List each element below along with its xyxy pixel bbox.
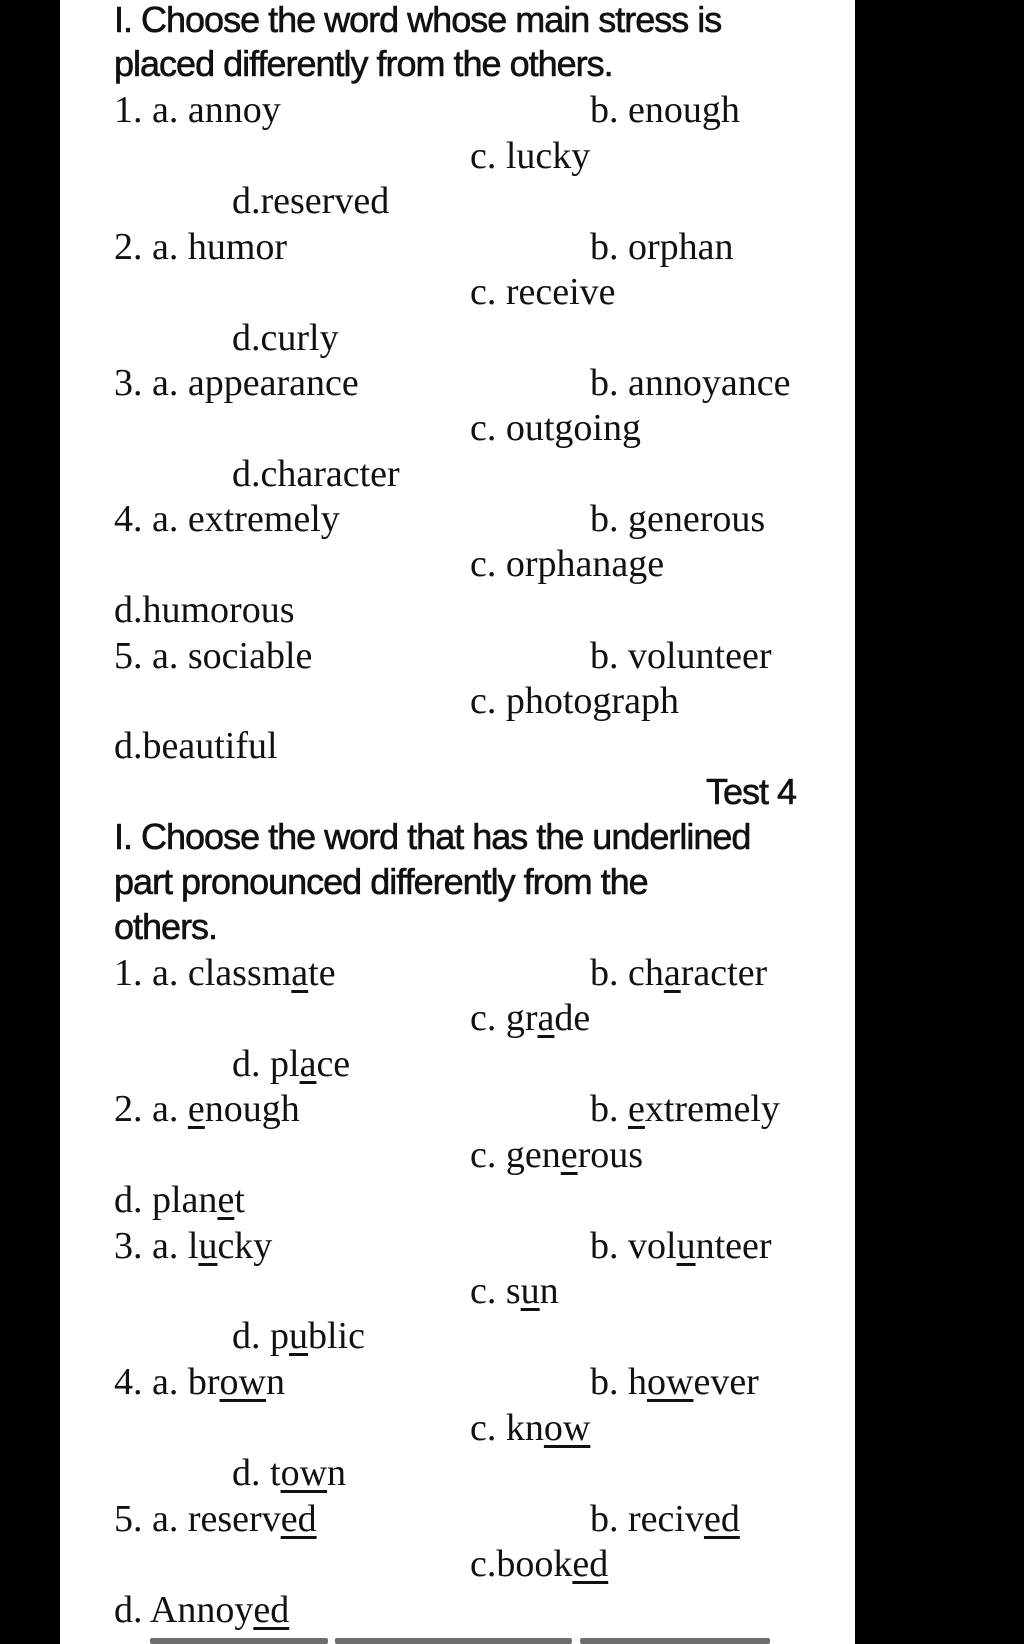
option-c: c. sun [470, 1270, 559, 1312]
option-b: b. recived [590, 1498, 740, 1540]
option-a: 2. a. enough [114, 1088, 300, 1130]
option-a: 3. a. lucky [114, 1225, 273, 1267]
option-c: c. receive [470, 271, 616, 313]
option-a: 3. a. appearance [114, 362, 359, 404]
option-a: 4. a. extremely [114, 498, 340, 540]
option-c: c. orphanage [470, 543, 665, 585]
scrollbar-segment[interactable] [580, 1638, 770, 1644]
option-a: 2. a. humor [114, 226, 288, 268]
option-b: b. however [590, 1361, 759, 1403]
option-d: d.humorous [114, 589, 295, 631]
scrollbar-segment[interactable] [150, 1638, 328, 1644]
option-a: 5. a. sociable [114, 635, 313, 677]
option-d: d. place [232, 1043, 351, 1085]
option-b: b. annoyance [590, 362, 791, 404]
option-c: c. lucky [470, 135, 591, 177]
option-b: b. orphan [590, 226, 734, 268]
option-c: c. grade [470, 997, 591, 1039]
option-d: d. planet [114, 1179, 245, 1221]
option-d: d. town [232, 1452, 347, 1494]
option-a: 5. a. reserved [114, 1498, 317, 1540]
option-d: d.character [232, 453, 400, 495]
option-a: 1. a. annoy [114, 89, 281, 131]
option-c: c. photograph [470, 680, 679, 722]
section2-heading: I. Choose the word that has the underlined [114, 816, 751, 857]
option-b: b. extremely [590, 1088, 780, 1130]
option-d: d.beautiful [114, 725, 278, 767]
section1-heading: placed differently from the others. [114, 43, 613, 84]
section2-heading: others. [114, 906, 218, 947]
scrollbar-segment[interactable] [335, 1638, 572, 1644]
option-d: d. public [232, 1315, 365, 1357]
option-b: b. generous [590, 498, 766, 540]
option-c: c. know [470, 1407, 591, 1449]
option-c: c.booked [470, 1543, 609, 1585]
test-title: Test 4 [706, 771, 797, 812]
option-d: d.reserved [232, 180, 390, 222]
option-c: c. outgoing [470, 407, 641, 449]
option-c: c. generous [470, 1134, 644, 1176]
section2-heading: part pronounced differently from the [114, 861, 648, 902]
option-b: b. character [590, 952, 768, 994]
option-a: 1. a. classmate [114, 952, 336, 994]
option-b: b. volunteer [590, 635, 772, 677]
option-d: d.curly [232, 317, 339, 359]
option-b: b. enough [590, 89, 740, 131]
option-d: d. Annoyed [114, 1589, 290, 1631]
document-page [60, 0, 855, 1644]
option-b: b. volunteer [590, 1225, 772, 1267]
option-a: 4. a. brown [114, 1361, 285, 1403]
section1-heading: I. Choose the word whose main stress is [114, 0, 722, 40]
